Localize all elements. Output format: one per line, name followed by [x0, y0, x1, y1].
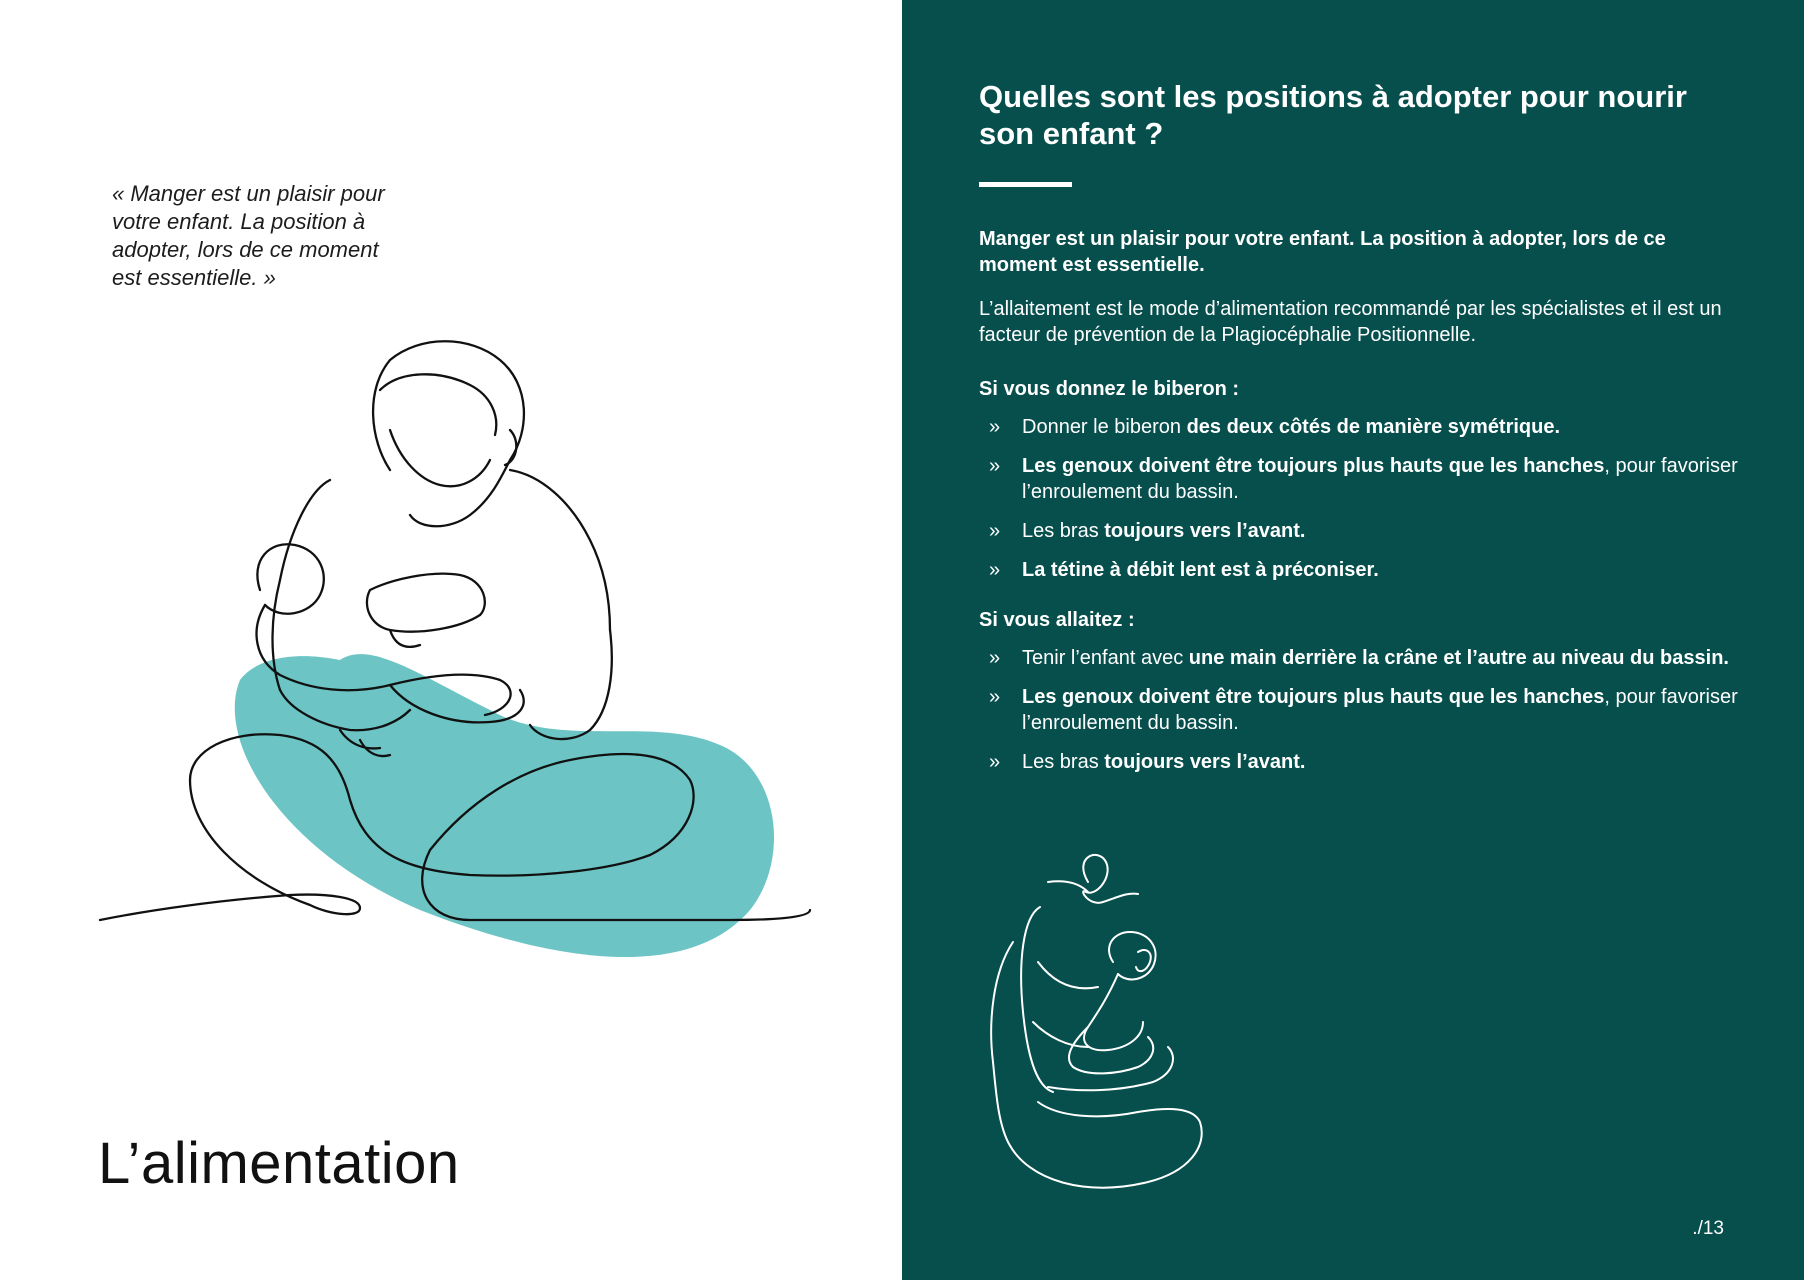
chevron-bullet-icon: »	[989, 686, 1001, 708]
list-item: » Tenir l’enfant avec une main derrière la crâne et l’autre au niveau du bassin.	[989, 647, 1729, 669]
right-page	[902, 0, 1804, 1280]
page-heading: Quelles sont les positions à adopter pour nourir son enfant ?	[979, 79, 1687, 151]
lead-paragraph: Manger est un plaisir pour votre enfant. La position à adopter, lors de ce moment est essentielle.	[979, 228, 1666, 276]
content-body	[979, 226, 1739, 799]
pull-quote: « Manger est un plaisir pour votre enfant. La position à adopter, lors de ce moment est essentielle. »	[112, 181, 385, 290]
mother-lap	[1048, 1047, 1173, 1090]
page-number: ./13	[1692, 1218, 1724, 1239]
list-item: » Les bras toujours vers l’avant.	[989, 520, 1306, 542]
list-item: » Donner le biberon des deux côtés de manière symétrique.	[989, 416, 1561, 438]
chevron-bullet-icon: »	[989, 559, 1001, 581]
mother-body	[1021, 907, 1053, 1092]
chevron-bullet-icon: »	[989, 751, 1001, 773]
baby-hand	[1136, 950, 1151, 971]
parent-feeding-illustration	[90, 330, 830, 970]
chevron-bullet-icon: »	[989, 455, 1001, 477]
shoulder-line	[510, 470, 610, 630]
baby-head	[1109, 932, 1156, 979]
intro-paragraph: L’allaitement est le mode d’alimentation recommandé par les spécialistes et il est un facteur de prévention de la Plagiocéphalie Positionnelle.	[979, 298, 1722, 346]
chevron-bullet-icon: »	[989, 647, 1001, 669]
mother-face	[1048, 881, 1088, 892]
bottle	[367, 574, 485, 632]
list-item: » Les genoux doivent être toujours plus hauts que les hanches, pour favoriser l’enroulement du bassin.	[989, 455, 1738, 503]
hair-line	[380, 374, 496, 435]
allaitement-heading: Si vous allaitez :	[979, 609, 1135, 631]
chair-base	[1008, 1102, 1202, 1188]
breastfeeding-illustration	[978, 852, 1208, 1212]
mother-arm	[1033, 962, 1098, 1047]
arm-line	[530, 630, 612, 739]
allaitement-list	[979, 645, 1739, 775]
mother-head	[1083, 855, 1138, 903]
list-item: » La tétine à débit lent est à préconiser.	[989, 559, 1379, 581]
heading-divider	[979, 182, 1072, 187]
section-title: L’alimentation	[98, 1131, 460, 1196]
list-item: » Les genoux doivent être toujours plus hauts que les hanches, pour favoriser l’enroulement du bassin.	[989, 686, 1738, 734]
face-line	[390, 430, 490, 486]
baby-head	[257, 544, 323, 613]
biberon-list	[979, 414, 1739, 583]
list-item: » Les bras toujours vers l’avant.	[989, 751, 1306, 773]
baby-body	[1084, 974, 1143, 1050]
chevron-bullet-icon: »	[989, 416, 1001, 438]
head-outline	[373, 341, 524, 526]
mother-back	[991, 942, 1013, 1142]
biberon-heading: Si vous donnez le biberon :	[979, 378, 1240, 400]
chevron-bullet-icon: »	[989, 520, 1001, 542]
